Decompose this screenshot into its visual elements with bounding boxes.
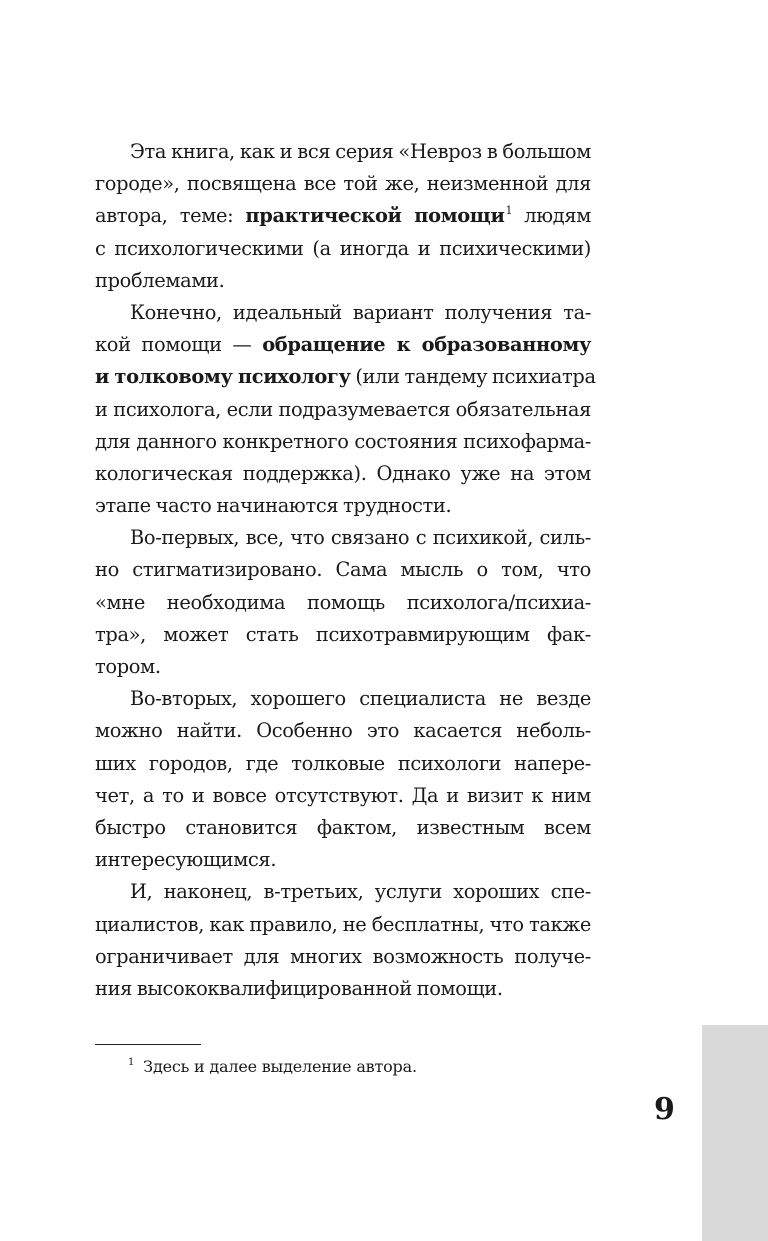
text-line: и толковому психологу (или тандему психиатра — [95, 365, 596, 389]
text-line: Во-вторых, хорошего специалиста не везде — [130, 687, 591, 711]
text-line: для данного конкретного состояния психофарма- — [95, 429, 591, 453]
text-line: кой помощи — обращение к образованному — [95, 333, 592, 357]
footnote-divider — [95, 1044, 201, 1045]
paragraph — [95, 683, 591, 876]
text-line: Эта книга, как и вся серия «Невроз в большом — [130, 140, 591, 163]
text-line: ния высококвалифицированной помощи. — [95, 976, 503, 1000]
text-line: интересующимся. — [95, 848, 277, 872]
text-line: циалистов, как правило, не бесплатны, что также — [95, 912, 591, 936]
text-line: автора, теме: практической помощи$^1$ людям — [95, 204, 591, 228]
text-line: чет, а то и вовсе отсутствуют. Да и визит к ним — [95, 783, 591, 807]
page-number: 9 — [654, 1092, 675, 1127]
text-line: ограничивает для многих возможность получе- — [95, 944, 591, 968]
text-line: этапе часто начинаются трудности. — [95, 494, 452, 518]
bold-emphasis: и толковому психологу — [95, 365, 351, 389]
text-line: быстро становится фактом, известным всем — [95, 815, 591, 839]
text-line: тра», может стать психотравмирующим фак- — [95, 622, 591, 646]
footnote-mark: 1 — [128, 1057, 135, 1068]
paragraph — [95, 136, 591, 297]
thumb-index-tab — [702, 1025, 768, 1241]
body-text — [95, 136, 596, 1005]
text-line: Во-первых, все, что связано с психикой, силь- — [130, 526, 591, 550]
text-line: можно найти. Особенно это касается неболь- — [95, 719, 591, 743]
text-line: кологическая поддержка). Однако уже на этом — [95, 461, 591, 485]
text-line: И, наконец, в-третьих, услуги хороших спе- — [130, 880, 591, 904]
text-line: и психолога, если подразумевается обязательная — [95, 397, 591, 421]
footnote-text: Здесь и далее выделение автора. — [143, 1057, 417, 1076]
footnote — [128, 1050, 417, 1080]
text-line: «мне необходима помощь психолога/психиа- — [95, 590, 591, 614]
text-line: тором. — [95, 655, 161, 678]
text-line: городе», посвящена все той же, неизменной для — [95, 172, 591, 196]
bold-emphasis: обращение к образованному — [262, 333, 592, 357]
bold-emphasis: практической помощи — [245, 204, 505, 228]
paragraph — [95, 522, 591, 683]
text-line: проблемами. — [95, 268, 225, 292]
text-line: с психологическими (а иногда и психическими) — [95, 236, 591, 260]
paragraph — [95, 297, 596, 522]
text-line: Конечно, идеальный вариант получения та- — [130, 300, 591, 324]
text-line: ших городов, где толковые психологи напере- — [95, 751, 591, 775]
paragraph — [95, 876, 591, 1005]
text-line: но стигматизировано. Сама мысль о том, что — [95, 558, 591, 582]
footnote-reference[interactable]: 1 — [505, 204, 513, 218]
